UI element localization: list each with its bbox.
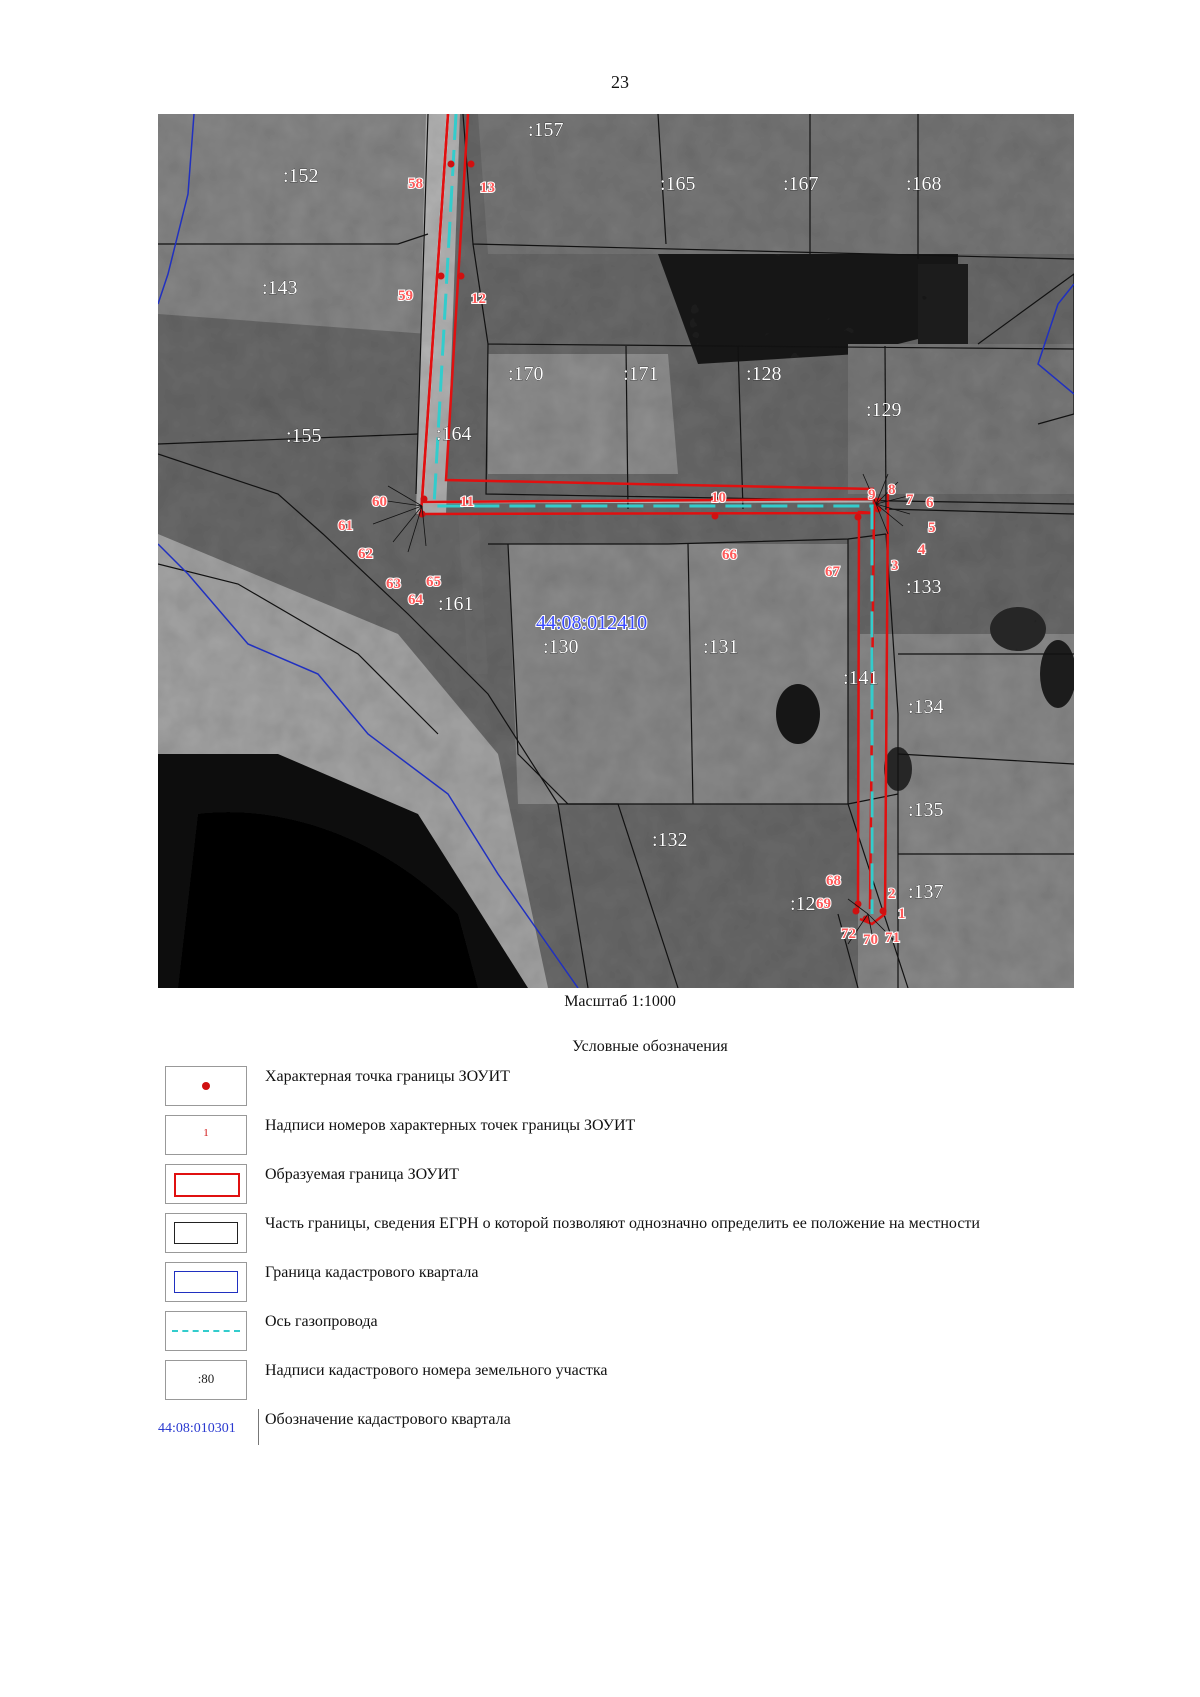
legend-text: Образуемая граница ЗОУИТ: [265, 1166, 459, 1183]
point-number-label: 72: [841, 926, 856, 942]
lot-label: :167: [783, 173, 819, 195]
lot-label: :152: [283, 165, 319, 187]
point-number-label: 65: [426, 574, 441, 590]
point-number-label: 1: [898, 906, 906, 922]
legend-text: Характерная точка границы ЗОУИТ: [265, 1068, 510, 1085]
lot-label: :165: [660, 173, 696, 195]
point-number-label: 70: [863, 932, 878, 948]
legend-symbol: [165, 1213, 247, 1253]
legend-item-quarter-boundary: [160, 1262, 1080, 1306]
divider: [258, 1409, 259, 1445]
point-number-label: 64: [408, 592, 423, 608]
point-number-label: 13: [480, 180, 495, 196]
lot-label: :170: [508, 363, 544, 385]
point-number-label: 62: [358, 546, 373, 562]
aerial-imagery: [158, 114, 1074, 988]
point-number-sample: 1: [203, 1127, 209, 1139]
lot-label: :141: [843, 667, 879, 689]
point-number-label: 2: [888, 886, 896, 902]
lot-label: :130: [543, 636, 579, 658]
point-number-label: 60: [372, 494, 387, 510]
point-number-label: 3: [891, 558, 899, 574]
quarter-label: 44:08:012410: [536, 612, 648, 634]
legend-text: Надписи кадастрового номера земельного участка: [265, 1362, 608, 1379]
lot-label: :12: [790, 893, 816, 915]
point-number-label: 12: [471, 291, 486, 307]
point-number-label: 69: [816, 896, 831, 912]
lot-label: :135: [908, 799, 944, 821]
lot-number-sample: :80: [197, 1371, 215, 1386]
lot-label: :155: [286, 425, 322, 447]
point-number-label: 6: [926, 495, 934, 511]
legend-item-egrn-boundary: [160, 1213, 1080, 1257]
legend-title: Условные обозначения: [572, 1038, 728, 1055]
point-number-label: 11: [460, 494, 475, 510]
legend-item-point-number: [160, 1115, 1080, 1159]
legend-symbol: [165, 1115, 247, 1155]
point-number-label: 9: [868, 487, 876, 503]
legend-item-point: [160, 1066, 1080, 1110]
point-number-label: 63: [386, 576, 401, 592]
lot-label: :132: [652, 829, 688, 851]
lot-label: :168: [906, 173, 942, 195]
legend-text: Ось газопровода: [265, 1313, 378, 1330]
lot-label: :134: [908, 696, 944, 718]
point-number-label: 59: [398, 288, 413, 304]
lot-label: :129: [866, 399, 902, 421]
point-number-label: 71: [885, 930, 900, 946]
legend-symbol: [165, 1360, 247, 1400]
legend-text: Часть границы, сведения ЕГРН о которой позволяют однозначно определить ее положение на местности: [265, 1215, 980, 1232]
black-outline-icon: [174, 1222, 238, 1244]
legend-item-pipeline: [160, 1311, 1080, 1355]
cyan-dash-icon: [172, 1330, 240, 1332]
quarter-number-sample: 44:08:010301: [158, 1421, 236, 1436]
legend-symbol: [165, 1164, 247, 1204]
legend-item-quarter-number: [160, 1409, 1080, 1453]
lot-label: :131: [703, 636, 739, 658]
legend-symbol: [165, 1311, 247, 1351]
cadastral-map[interactable]: [158, 114, 1074, 988]
page-number: 23: [611, 72, 629, 92]
point-number-label: 61: [338, 518, 353, 534]
legend-symbol: [165, 1262, 247, 1302]
point-number-label: 10: [711, 490, 726, 506]
legend-item-zone-boundary: [160, 1164, 1080, 1208]
red-outline-icon: [174, 1173, 240, 1197]
point-number-label: 5: [928, 520, 936, 536]
lot-label: :171: [623, 363, 659, 385]
lot-label: :128: [746, 363, 782, 385]
legend-text: Надписи номеров характерных точек границы ЗОУИТ: [265, 1117, 636, 1134]
point-number-label: 68: [826, 873, 841, 889]
legend-item-lot-number: [160, 1360, 1080, 1404]
blue-outline-icon: [174, 1271, 238, 1293]
point-number-label: 66: [722, 547, 737, 563]
lot-label: :137: [908, 881, 944, 903]
legend-symbol: [165, 1066, 247, 1106]
point-number-label: 7: [906, 492, 914, 508]
lot-label: :164: [436, 423, 472, 445]
point-number-label: 58: [408, 176, 423, 192]
legend-text: Граница кадастрового квартала: [265, 1264, 479, 1281]
point-number-label: 67: [825, 564, 840, 580]
legend-text: Обозначение кадастрового квартала: [265, 1411, 511, 1428]
lot-label: :133: [906, 576, 942, 598]
lot-label: :161: [438, 593, 474, 615]
point-number-label: 4: [918, 542, 926, 558]
lot-label: :143: [262, 277, 298, 299]
scale-caption: Масштаб 1:1000: [564, 993, 676, 1010]
point-number-label: 8: [888, 482, 896, 498]
red-dot-icon: [202, 1082, 210, 1090]
lot-label: :157: [528, 119, 564, 141]
